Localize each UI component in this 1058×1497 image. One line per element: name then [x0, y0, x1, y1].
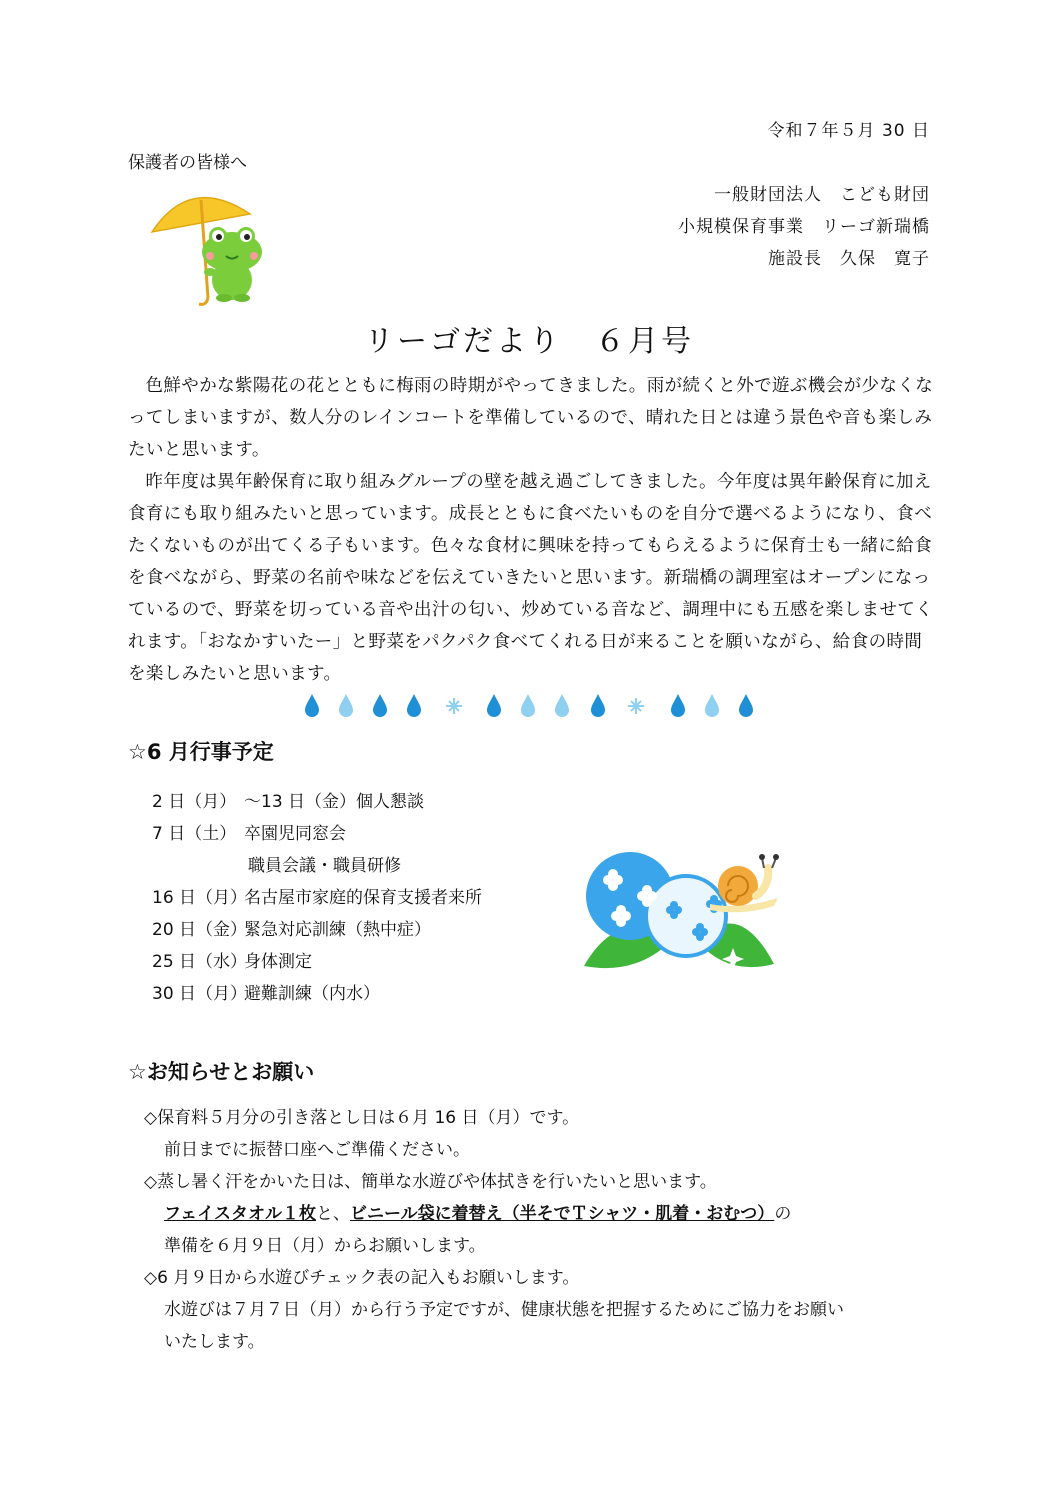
hydrangea-snail-illustration: [578, 846, 788, 976]
raindrop-icon: [521, 694, 535, 717]
event-date: 2 日（月）: [152, 792, 237, 812]
raindrop-icon: [591, 694, 605, 717]
notices-list: [144, 1102, 934, 1358]
notice-check-sheet: ◇6 月９日から水遊びチェック表の記入もお願いします。: [144, 1268, 580, 1288]
event-date: 25 日（水）: [152, 952, 248, 972]
event-date: 30 日（月）: [152, 984, 248, 1004]
notice-fee-debit-detail: 前日までに振替口座へご準備ください。: [164, 1140, 470, 1160]
event-text: 緊急対応訓練（熱中症）: [244, 920, 431, 940]
notice-check-sheet-end: いたします。: [164, 1332, 265, 1352]
event-item: [152, 914, 482, 946]
event-text: 避難訓練（内水）: [244, 984, 380, 1004]
notice-water-play: ◇蒸し暑く汗をかいた日は、簡単な水遊びや体拭きを行いたいと思います。: [144, 1172, 717, 1192]
events-list: [152, 786, 482, 1010]
intro-text: [128, 370, 934, 690]
event-date: 20 日（金）: [152, 920, 248, 940]
event-text: 身体測定: [244, 952, 312, 972]
event-item: [152, 818, 482, 850]
event-date: 16 日（月）: [152, 888, 248, 908]
issue-date: 令和７年５月 30 日: [767, 121, 930, 141]
notice-check-sheet-detail: 水遊びは７月７日（月）から行う予定ですが、健康状態を把握するためにご協力をお願い: [164, 1300, 844, 1320]
event-text: 名古屋市家庭的保育支援者来所: [244, 888, 482, 908]
event-item: [152, 850, 482, 882]
raindrop-icon: [487, 694, 501, 717]
event-text: 職員会議・職員研修: [248, 856, 401, 876]
sparkle-icon: [446, 698, 462, 714]
newsletter-title: リーゴだより ６月号: [364, 324, 694, 359]
sender-facility: 小規模保育事業 リーゴ新瑞橋: [678, 217, 930, 237]
event-item: [152, 978, 482, 1010]
raindrop-icon: [339, 694, 353, 717]
notice-water-play-items: [144, 1198, 934, 1230]
events-heading: ☆6 月行事予定: [128, 740, 274, 764]
sender-organization: 一般財団法人 こども財団: [714, 185, 930, 205]
required-item-towel: フェイスタオル１枚: [164, 1204, 316, 1224]
event-text: 卒園児同窓会: [244, 824, 346, 844]
event-text: ～13 日（金）個人懇談: [244, 792, 425, 812]
event-item: [152, 786, 482, 818]
notice-water-play-date: 準備を６月９日（月）からお願いします。: [164, 1236, 486, 1256]
intro-paragraph-1: 色鮮やかな紫陽花の花とともに梅雨の時期がやってきました。雨が続くと外で遊ぶ機会が少なくなってしまいますが、数人分のレインコートを準備しているので、晴れた日とは違う景色や音も楽しみたいと思います。: [128, 376, 934, 460]
raindrop-icon: [407, 694, 421, 717]
connector-text: の: [774, 1204, 792, 1224]
connector-text: と、: [315, 1204, 350, 1224]
event-date: 7 日（土）: [152, 824, 237, 844]
raindrop-icon: [705, 694, 719, 717]
frog-umbrella-illustration: [146, 180, 276, 310]
event-item: [152, 946, 482, 978]
event-item: [152, 882, 482, 914]
raindrop-icon: [373, 694, 387, 717]
notices-heading: ☆お知らせとお願い: [128, 1060, 315, 1084]
intro-paragraph-2: 昨年度は異年齢保育に取り組みグループの壁を越え過ごしてきました。今年度は異年齢保育に加え食育にも取り組みたいと思っています。成長とともに食べたいものを自分で選べるようになり、食べたくないものが出てくる子もいます。色々な食材に興味を持ってもらえるように保育士も一緒に給食を食べながら、野菜の名前や味などを伝えていきたいと思います。新瑞橋の調理室はオープンになっているので、野菜を切っている音や出汁の匂い、炒めている音など、調理中にも五感を楽しませてくれます。「おなかすいたー」と野菜をパクパク食べてくれる日が来ることを願いながら、給食の時間を楽しみたいと思います。: [128, 472, 934, 684]
raindrop-icon: [739, 694, 753, 717]
notice-fee-debit: ◇保育料５月分の引き落とし日は６月 16 日（月）です。: [144, 1108, 580, 1128]
raindrop-divider: [300, 690, 760, 720]
sender-director: 施設長 久保 寛子: [768, 249, 930, 269]
addressee: 保護者の皆様へ: [128, 153, 247, 173]
sparkle-icon: [628, 698, 644, 714]
raindrop-icon: [305, 694, 319, 717]
required-item-clothes: ビニール袋に着替え（半そでＴシャツ・肌着・おむつ）: [349, 1204, 775, 1224]
raindrop-icon: [671, 694, 685, 717]
raindrop-icon: [555, 694, 569, 717]
